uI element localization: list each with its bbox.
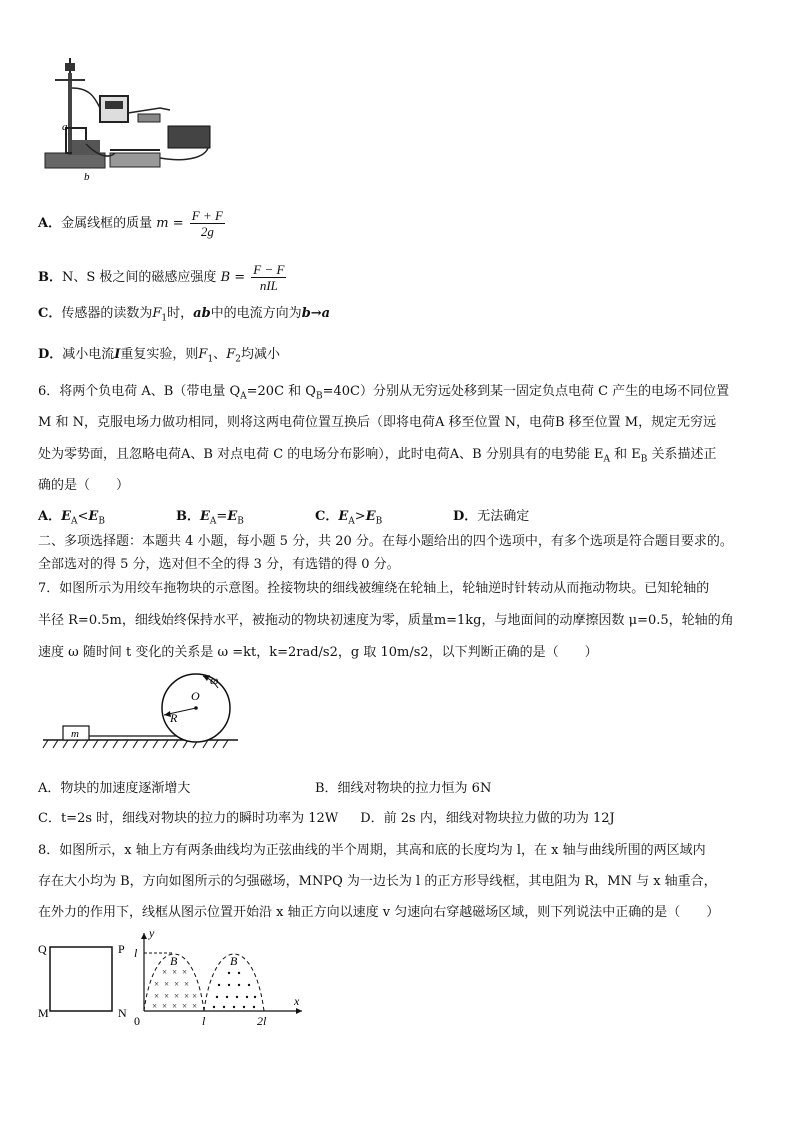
section-2-line-1: 二、多项选择题：本题共 4 小题，每小题 5 分，共 20 分。在每小题给出的四个选项中，有多个选项是符合题目要求的。 <box>38 534 733 549</box>
q7-option-a: A．物块的加速度逐渐增大 <box>38 781 191 796</box>
svg-text:×: × <box>174 979 180 989</box>
q8-line-1: 8．如图所示，x 轴上方有两条曲线均为正弦曲线的半个周期，其高和底的长度均为 l，在 x 轴与曲线所围的两区域内 <box>38 843 706 858</box>
q7-line-3: 速度 ω 随时间 t 变化的关系是 ω =kt，k=2rad/s2，g 取 10m/s2，以下判断正确的是（ ） <box>38 645 598 660</box>
q5-option-c: C．传感器的读数为$F_1$时，ab中的电流方向为b→a <box>38 306 331 324</box>
svg-text:×: × <box>174 991 180 1001</box>
q6-line-4: 确的是（ ） <box>38 478 130 493</box>
block-m-label: m <box>71 728 79 740</box>
magnetic-field-figure <box>34 925 334 1030</box>
svg-text:×: × <box>182 1001 188 1011</box>
field-b-right: B <box>230 954 238 968</box>
svg-text:×: × <box>172 967 178 977</box>
q6-option-a: A．$E_A<E_B$ <box>38 509 105 527</box>
l-on-x-axis: l <box>202 1014 206 1028</box>
svg-text:×: × <box>162 967 168 977</box>
svg-text:×: × <box>162 1001 168 1011</box>
svg-text:×: × <box>172 1001 178 1011</box>
svg-text:×: × <box>154 979 160 989</box>
origin-label: 0 <box>134 1014 140 1028</box>
corner-p: P <box>118 942 125 956</box>
center-o-label: O <box>191 689 200 703</box>
section-2-line-2: 全部选对的得 5 分，选对但不全的得 3 分，有选错的得 0 分。 <box>38 557 400 572</box>
svg-text:×: × <box>192 1001 198 1011</box>
svg-text:×: × <box>182 967 188 977</box>
l-on-y-axis: l <box>134 946 138 960</box>
svg-text:×: × <box>164 979 170 989</box>
q7-line-1: 7．如图所示为用绞车拖物块的示意图。拴接物块的细线被缠绕在轮轴上，轮轴逆时针转动从而拖动物块。已知轮轴的 <box>38 581 710 596</box>
winch-figure <box>38 670 298 760</box>
svg-text:×: × <box>152 1001 158 1011</box>
y-axis-label: y <box>149 926 155 940</box>
q6-option-c: C．$E_A>E_B$ <box>315 509 383 527</box>
q6-line-3: 处为零势面，且忽略电荷A、B 对点电荷 C 的电场分布影响），此时电荷A、B 分别具有的电势能 $E_A$ 和 $E_B$ 关系描述正 <box>38 447 717 465</box>
q6-option-b: B．$E_A=E_B$ <box>176 509 244 527</box>
q5-option-a: A．金属线框的质量 m = $\frac{F + F}{2g}$ <box>38 208 223 239</box>
q7-option-d: D．前 2s 内，细线对物块拉力做的功为 12J <box>360 811 615 826</box>
field-b-left: B <box>170 954 178 968</box>
corner-n: N <box>118 1006 127 1020</box>
q5-option-d: D．减小电流I重复实验，则$F_1$、$F_2$均减小 <box>38 347 280 365</box>
svg-text:×: × <box>154 991 160 1001</box>
corner-q: Q <box>38 942 47 956</box>
corner-m: M <box>38 1006 49 1020</box>
2l-on-x-axis: 2l <box>257 1014 267 1028</box>
q7-option-c: C．t=2s 时，细线对物块的拉力的瞬时功率为 12W <box>38 811 339 826</box>
q7-option-b: B．细线对物块的拉力恒为 6N <box>315 781 492 796</box>
q7-line-2: 半径 R=0.5m，细线始终保持水平，被拖动的物块初速度为零，质量m=1kg，与地面间的动摩擦因数 μ=0.5，轮轴的角 <box>38 613 734 628</box>
q6-line-2: M 和 N，克服电场力做功相同，则将这两电荷位置互换后（即将电荷A 移至位置 N，电荷B 移至位置 M，规定无穷远 <box>38 415 717 430</box>
q6-line-1: 6．将两个负电荷 A、B（带电量 $Q_A=20C$ 和 $Q_B=40C$）分别从无穷远处移到某一固定负点电荷 C 产生的电场不同位置 <box>38 384 730 402</box>
radius-label: R <box>170 711 178 725</box>
q6-option-d: D．无法确定 <box>453 509 530 524</box>
label-b: b <box>84 171 90 183</box>
field-formula: $\frac{F - F}{\text{nIL}}$ <box>253 262 285 293</box>
svg-text:×: × <box>192 991 198 1001</box>
q8-line-2: 存在大小均为 B，方向如图所示的匀强磁场，MNPQ 为一边长为 l 的正方形导线框，其电阻为 R，MN 与 x 轴重合， <box>38 874 717 889</box>
mass-formula: $\frac{F + F}{2g}$ <box>191 208 223 239</box>
q5-option-b: B．N、S 极之间的磁感应强度 B = $\frac{F - F}{\text{nIL}}$ <box>38 262 285 293</box>
svg-text:×: × <box>184 979 190 989</box>
q7-option-cd <box>38 810 615 828</box>
q8-line-3: 在外力的作用下，线框从图示位置开始沿 x 轴正方向以速度 v 匀速向右穿越磁场区域，则下列说法中正确的是（ ） <box>38 905 720 920</box>
svg-text:×: × <box>184 991 190 1001</box>
omega-label: ω <box>210 673 219 687</box>
label-a: a <box>62 121 68 133</box>
apparatus-figure <box>40 58 240 183</box>
x-axis-label: x <box>294 994 300 1008</box>
svg-text:×: × <box>164 991 170 1001</box>
